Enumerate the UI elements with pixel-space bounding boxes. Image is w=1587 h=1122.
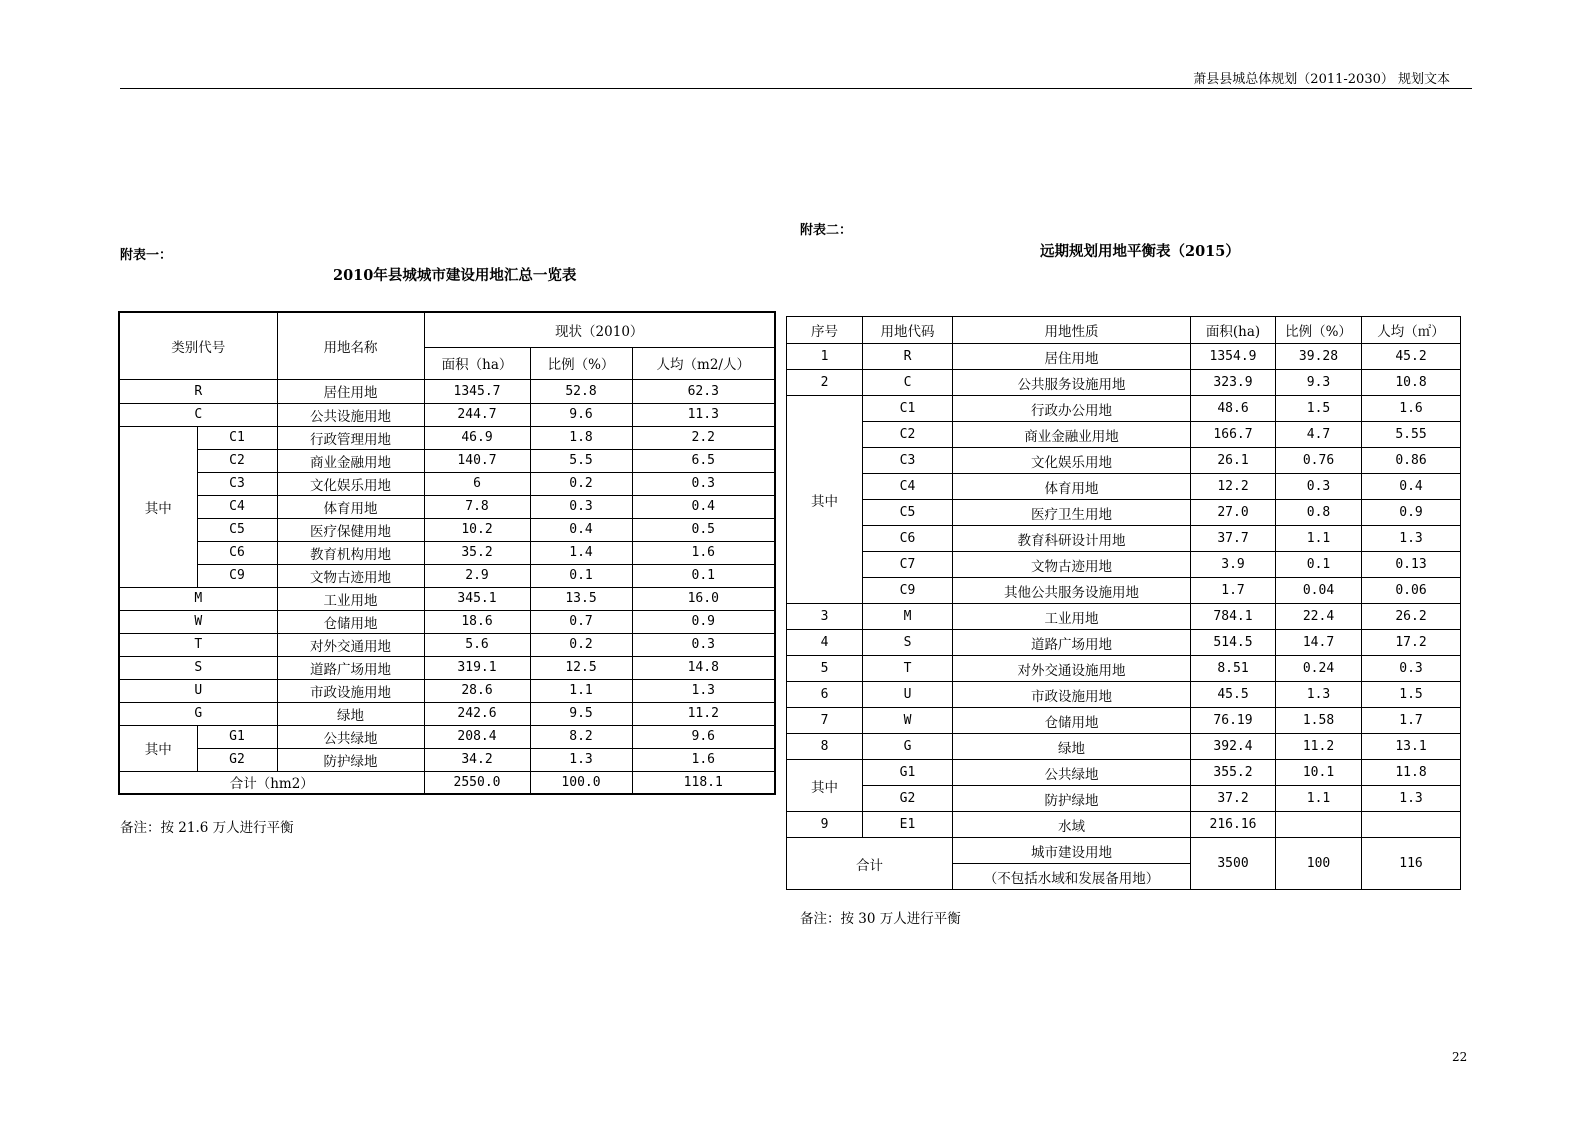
cell-area: 1345.7 xyxy=(424,379,530,403)
table-row xyxy=(119,702,775,725)
cell-per-capita: 6.5 xyxy=(632,449,775,472)
cell-seq: 7 xyxy=(787,708,863,734)
cell-code: C1 xyxy=(197,426,277,449)
cell-area: 45.5 xyxy=(1191,682,1276,708)
cell-total-label: 合计（hm2） xyxy=(119,771,424,794)
cell-per-capita: 1.3 xyxy=(1362,786,1461,812)
table-row xyxy=(787,656,1461,682)
table-row xyxy=(787,370,1461,396)
cell-per-capita: 1.6 xyxy=(1362,396,1461,422)
cell-name: 公共绿地 xyxy=(953,760,1191,786)
cell-per-capita: 0.3 xyxy=(1362,656,1461,682)
cell-ratio: 22.4 xyxy=(1276,604,1362,630)
cell-per-capita: 116 xyxy=(1362,838,1461,890)
cell-ratio: 12.5 xyxy=(530,656,632,679)
cell-code: G xyxy=(119,702,277,725)
long-term-land-use-balance-table-2015 xyxy=(786,316,1461,890)
cell-per-capita: 62.3 xyxy=(632,379,775,403)
cell-per-capita: 1.3 xyxy=(1362,526,1461,552)
cell-area: 345.1 xyxy=(424,587,530,610)
cell-per-capita xyxy=(1362,812,1461,838)
cell-ratio: 10.1 xyxy=(1276,760,1362,786)
cell-of-which: 其中 xyxy=(787,760,863,812)
cell-code: T xyxy=(119,633,277,656)
table-row xyxy=(787,812,1461,838)
cell-name: 体育用地 xyxy=(953,474,1191,500)
cell-name: 文物古迹用地 xyxy=(277,564,424,587)
table-row xyxy=(119,403,775,426)
cell-per-capita: 13.1 xyxy=(1362,734,1461,760)
cell-name: 防护绿地 xyxy=(953,786,1191,812)
cell-ratio: 100 xyxy=(1276,838,1362,890)
cell-per-capita: 9.6 xyxy=(632,725,775,748)
cell-code: C5 xyxy=(863,500,953,526)
cell-ratio: 9.6 xyxy=(530,403,632,426)
cell-name: 行政管理用地 xyxy=(277,426,424,449)
cell-name: 市政设施用地 xyxy=(953,682,1191,708)
cell-name: 防护绿地 xyxy=(277,748,424,771)
cell-ratio: 100.0 xyxy=(530,771,632,794)
cell-name: 公共绿地 xyxy=(277,725,424,748)
cell-name: 教育机构用地 xyxy=(277,541,424,564)
cell-name: 工业用地 xyxy=(277,587,424,610)
header-per-capita: 人均（m2/人） xyxy=(632,347,775,379)
cell-name: 绿地 xyxy=(953,734,1191,760)
cell-area: 1.7 xyxy=(1191,578,1276,604)
cell-ratio: 0.3 xyxy=(530,495,632,518)
cell-per-capita: 1.6 xyxy=(632,541,775,564)
cell-area: 28.6 xyxy=(424,679,530,702)
cell-ratio: 1.8 xyxy=(530,426,632,449)
document-header-title: 萧县县城总体规划（2011-2030） 规划文本 xyxy=(1193,72,1450,87)
table-row xyxy=(119,656,775,679)
cell-code: M xyxy=(119,587,277,610)
cell-code: C6 xyxy=(863,526,953,552)
cell-seq: 6 xyxy=(787,682,863,708)
table-header-row xyxy=(119,312,775,347)
cell-per-capita: 11.8 xyxy=(1362,760,1461,786)
cell-ratio: 1.3 xyxy=(530,748,632,771)
cell-name: 绿地 xyxy=(277,702,424,725)
table-total-row xyxy=(787,838,1461,864)
table-row xyxy=(787,682,1461,708)
table-total-row xyxy=(119,771,775,794)
cell-code: G1 xyxy=(863,760,953,786)
cell-name: 对外交通用地 xyxy=(277,633,424,656)
cell-ratio: 9.3 xyxy=(1276,370,1362,396)
cell-per-capita: 17.2 xyxy=(1362,630,1461,656)
cell-name: 商业金融用地 xyxy=(277,449,424,472)
cell-area: 208.4 xyxy=(424,725,530,748)
table-row xyxy=(119,587,775,610)
table-row xyxy=(119,564,775,587)
cell-code: S xyxy=(863,630,953,656)
cell-code: G2 xyxy=(197,748,277,771)
table-row xyxy=(119,472,775,495)
table-row xyxy=(119,541,775,564)
table-row xyxy=(119,379,775,403)
cell-of-which: 其中 xyxy=(787,396,863,604)
cell-name: 居住用地 xyxy=(953,344,1191,370)
cell-area: 323.9 xyxy=(1191,370,1276,396)
cell-code: C1 xyxy=(863,396,953,422)
table-row xyxy=(787,604,1461,630)
cell-area: 514.5 xyxy=(1191,630,1276,656)
header-per-capita: 人均（㎡） xyxy=(1362,317,1461,344)
header-status-2010: 现状（2010） xyxy=(424,312,775,347)
cell-code: R xyxy=(119,379,277,403)
cell-ratio: 0.8 xyxy=(1276,500,1362,526)
cell-ratio: 0.2 xyxy=(530,633,632,656)
cell-code: G1 xyxy=(197,725,277,748)
cell-of-which: 其中 xyxy=(119,426,197,587)
cell-of-which: 其中 xyxy=(119,725,197,771)
cell-ratio: 9.5 xyxy=(530,702,632,725)
cell-name: 仓储用地 xyxy=(953,708,1191,734)
table-header-row xyxy=(787,317,1461,344)
cell-code: T xyxy=(863,656,953,682)
table-row xyxy=(119,633,775,656)
cell-ratio: 14.7 xyxy=(1276,630,1362,656)
cell-code: W xyxy=(863,708,953,734)
land-use-summary-table-2010 xyxy=(118,311,776,795)
table-row xyxy=(119,426,775,449)
table-row xyxy=(119,495,775,518)
table2-label: 附表二： xyxy=(800,223,853,238)
cell-area: 319.1 xyxy=(424,656,530,679)
cell-ratio: 0.2 xyxy=(530,472,632,495)
cell-seq: 8 xyxy=(787,734,863,760)
table-row xyxy=(787,474,1461,500)
cell-area: 46.9 xyxy=(424,426,530,449)
cell-seq: 3 xyxy=(787,604,863,630)
table-row xyxy=(119,725,775,748)
cell-per-capita: 16.0 xyxy=(632,587,775,610)
cell-area: 7.8 xyxy=(424,495,530,518)
cell-area: 140.7 xyxy=(424,449,530,472)
cell-per-capita: 0.13 xyxy=(1362,552,1461,578)
cell-area: 242.6 xyxy=(424,702,530,725)
cell-area: 27.0 xyxy=(1191,500,1276,526)
header-seq: 序号 xyxy=(787,317,863,344)
table2-note: 备注：按 30 万人进行平衡 xyxy=(800,911,961,927)
table-row xyxy=(787,760,1461,786)
header-nature: 用地性质 xyxy=(953,317,1191,344)
cell-code: C xyxy=(119,403,277,426)
cell-area: 6 xyxy=(424,472,530,495)
cell-per-capita: 0.3 xyxy=(632,633,775,656)
cell-per-capita: 0.1 xyxy=(632,564,775,587)
cell-ratio: 1.58 xyxy=(1276,708,1362,734)
cell-per-capita: 0.9 xyxy=(1362,500,1461,526)
cell-per-capita: 1.7 xyxy=(1362,708,1461,734)
cell-name: 医疗保健用地 xyxy=(277,518,424,541)
cell-ratio: 11.2 xyxy=(1276,734,1362,760)
cell-code: C2 xyxy=(863,422,953,448)
cell-per-capita: 14.8 xyxy=(632,656,775,679)
cell-per-capita: 5.55 xyxy=(1362,422,1461,448)
cell-name: 仓储用地 xyxy=(277,610,424,633)
cell-ratio: 0.3 xyxy=(1276,474,1362,500)
cell-code: S xyxy=(119,656,277,679)
cell-code: M xyxy=(863,604,953,630)
cell-code: C5 xyxy=(197,518,277,541)
cell-name: 工业用地 xyxy=(953,604,1191,630)
cell-per-capita: 118.1 xyxy=(632,771,775,794)
table-row xyxy=(787,344,1461,370)
cell-code: C7 xyxy=(863,552,953,578)
cell-name: 商业金融业用地 xyxy=(953,422,1191,448)
header-ratio: 比例（%） xyxy=(530,347,632,379)
cell-name: 文化娱乐用地 xyxy=(277,472,424,495)
cell-area: 216.16 xyxy=(1191,812,1276,838)
cell-code: C3 xyxy=(197,472,277,495)
cell-per-capita: 1.6 xyxy=(632,748,775,771)
cell-area: 37.7 xyxy=(1191,526,1276,552)
cell-area: 355.2 xyxy=(1191,760,1276,786)
cell-ratio xyxy=(1276,812,1362,838)
table-row xyxy=(787,500,1461,526)
cell-code: C9 xyxy=(863,578,953,604)
header-ratio: 比例（%） xyxy=(1276,317,1362,344)
cell-name: 公共设施用地 xyxy=(277,403,424,426)
cell-name: 医疗卫生用地 xyxy=(953,500,1191,526)
cell-name: 文物古迹用地 xyxy=(953,552,1191,578)
cell-seq: 5 xyxy=(787,656,863,682)
cell-ratio: 1.1 xyxy=(1276,786,1362,812)
table-row xyxy=(787,630,1461,656)
cell-area: 244.7 xyxy=(424,403,530,426)
cell-per-capita: 10.8 xyxy=(1362,370,1461,396)
cell-area: 3.9 xyxy=(1191,552,1276,578)
header-land-name: 用地名称 xyxy=(277,312,424,379)
cell-code: E1 xyxy=(863,812,953,838)
cell-area: 18.6 xyxy=(424,610,530,633)
cell-area: 26.1 xyxy=(1191,448,1276,474)
cell-per-capita: 0.06 xyxy=(1362,578,1461,604)
table1-title: 2010年县城城市建设用地汇总一览表 xyxy=(333,267,577,284)
cell-ratio: 0.1 xyxy=(530,564,632,587)
cell-code: C2 xyxy=(197,449,277,472)
table-row xyxy=(787,526,1461,552)
cell-per-capita: 11.2 xyxy=(632,702,775,725)
cell-total-name-line2: （不包括水域和发展备用地） xyxy=(953,864,1191,890)
header-code: 用地代码 xyxy=(863,317,953,344)
cell-code: C4 xyxy=(197,495,277,518)
cell-code: C xyxy=(863,370,953,396)
cell-per-capita: 0.4 xyxy=(632,495,775,518)
cell-area: 10.2 xyxy=(424,518,530,541)
cell-seq: 1 xyxy=(787,344,863,370)
cell-ratio: 39.28 xyxy=(1276,344,1362,370)
cell-total-label: 合计 xyxy=(787,838,953,890)
cell-per-capita: 2.2 xyxy=(632,426,775,449)
cell-seq: 2 xyxy=(787,370,863,396)
cell-code: C3 xyxy=(863,448,953,474)
cell-ratio: 52.8 xyxy=(530,379,632,403)
cell-area: 37.2 xyxy=(1191,786,1276,812)
cell-area: 35.2 xyxy=(424,541,530,564)
cell-name: 教育科研设计用地 xyxy=(953,526,1191,552)
cell-ratio: 13.5 xyxy=(530,587,632,610)
cell-ratio: 0.4 xyxy=(530,518,632,541)
cell-per-capita: 11.3 xyxy=(632,403,775,426)
cell-ratio: 0.76 xyxy=(1276,448,1362,474)
cell-ratio: 0.24 xyxy=(1276,656,1362,682)
table-row xyxy=(787,552,1461,578)
page-number: 22 xyxy=(1452,1050,1468,1064)
table-row xyxy=(787,448,1461,474)
cell-area: 34.2 xyxy=(424,748,530,771)
header-area: 面积(ha) xyxy=(1191,317,1276,344)
cell-code: R xyxy=(863,344,953,370)
cell-ratio: 1.5 xyxy=(1276,396,1362,422)
cell-area: 5.6 xyxy=(424,633,530,656)
cell-per-capita: 1.5 xyxy=(1362,682,1461,708)
table1-note: 备注：按 21.6 万人进行平衡 xyxy=(120,820,294,836)
cell-ratio: 0.1 xyxy=(1276,552,1362,578)
header-rule xyxy=(120,88,1472,89)
cell-code: U xyxy=(863,682,953,708)
cell-total-name-line1: 城市建设用地 xyxy=(953,838,1191,864)
table-row xyxy=(787,708,1461,734)
cell-per-capita: 0.9 xyxy=(632,610,775,633)
table-row xyxy=(787,786,1461,812)
cell-ratio: 1.1 xyxy=(1276,526,1362,552)
cell-area: 76.19 xyxy=(1191,708,1276,734)
cell-area: 392.4 xyxy=(1191,734,1276,760)
cell-per-capita: 26.2 xyxy=(1362,604,1461,630)
cell-code: C6 xyxy=(197,541,277,564)
table2-title: 远期规划用地平衡表（2015） xyxy=(1040,243,1240,260)
cell-ratio: 0.04 xyxy=(1276,578,1362,604)
cell-area: 784.1 xyxy=(1191,604,1276,630)
cell-code: W xyxy=(119,610,277,633)
cell-area: 8.51 xyxy=(1191,656,1276,682)
cell-per-capita: 0.86 xyxy=(1362,448,1461,474)
table1-label: 附表一： xyxy=(120,248,173,263)
cell-ratio: 0.7 xyxy=(530,610,632,633)
cell-code: G xyxy=(863,734,953,760)
cell-area: 48.6 xyxy=(1191,396,1276,422)
cell-name: 行政办公用地 xyxy=(953,396,1191,422)
cell-area: 166.7 xyxy=(1191,422,1276,448)
cell-name: 其他公共服务设施用地 xyxy=(953,578,1191,604)
cell-code: G2 xyxy=(863,786,953,812)
table-row xyxy=(787,734,1461,760)
table-row xyxy=(119,679,775,702)
cell-name: 体育用地 xyxy=(277,495,424,518)
table-row xyxy=(787,422,1461,448)
cell-ratio: 4.7 xyxy=(1276,422,1362,448)
table-row xyxy=(119,449,775,472)
cell-area: 1354.9 xyxy=(1191,344,1276,370)
cell-seq: 9 xyxy=(787,812,863,838)
header-area: 面积（ha） xyxy=(424,347,530,379)
header-category-code: 类别代号 xyxy=(119,312,277,379)
cell-per-capita: 1.3 xyxy=(632,679,775,702)
cell-per-capita: 0.4 xyxy=(1362,474,1461,500)
cell-ratio: 8.2 xyxy=(530,725,632,748)
cell-seq: 4 xyxy=(787,630,863,656)
table-row xyxy=(119,518,775,541)
cell-code: C9 xyxy=(197,564,277,587)
cell-code: C4 xyxy=(863,474,953,500)
cell-area: 2550.0 xyxy=(424,771,530,794)
cell-name: 居住用地 xyxy=(277,379,424,403)
table-row xyxy=(119,610,775,633)
cell-area: 12.2 xyxy=(1191,474,1276,500)
table-row xyxy=(787,578,1461,604)
cell-name: 道路广场用地 xyxy=(277,656,424,679)
cell-name: 水域 xyxy=(953,812,1191,838)
table-row xyxy=(119,748,775,771)
cell-per-capita: 0.3 xyxy=(632,472,775,495)
cell-name: 市政设施用地 xyxy=(277,679,424,702)
cell-name: 文化娱乐用地 xyxy=(953,448,1191,474)
cell-area: 2.9 xyxy=(424,564,530,587)
cell-name: 对外交通设施用地 xyxy=(953,656,1191,682)
cell-ratio: 1.1 xyxy=(530,679,632,702)
table-row xyxy=(787,396,1461,422)
cell-name: 道路广场用地 xyxy=(953,630,1191,656)
cell-name: 公共服务设施用地 xyxy=(953,370,1191,396)
cell-ratio: 1.3 xyxy=(1276,682,1362,708)
cell-area: 3500 xyxy=(1191,838,1276,890)
cell-per-capita: 0.5 xyxy=(632,518,775,541)
cell-ratio: 5.5 xyxy=(530,449,632,472)
cell-per-capita: 45.2 xyxy=(1362,344,1461,370)
cell-code: U xyxy=(119,679,277,702)
cell-ratio: 1.4 xyxy=(530,541,632,564)
